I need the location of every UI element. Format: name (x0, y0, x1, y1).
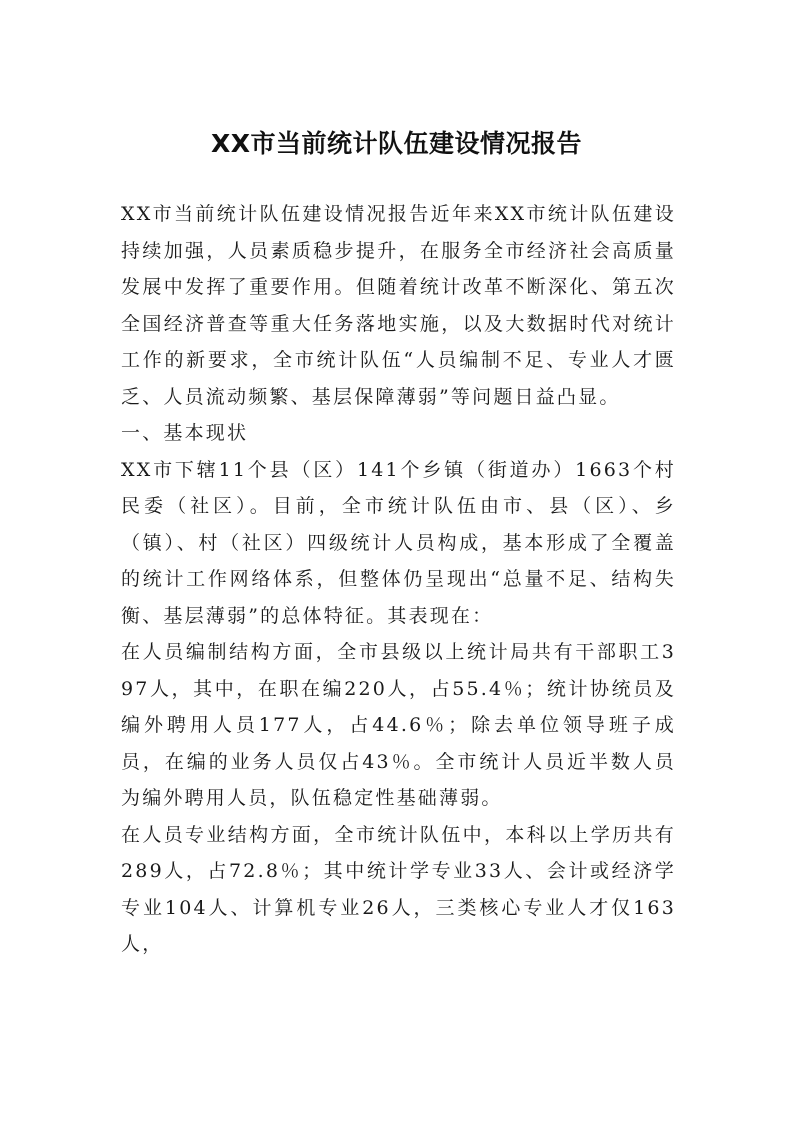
section-heading-basic-status: 一、基本现状 (121, 422, 249, 444)
document-body (121, 196, 676, 963)
document-title: XX市当前统计队伍建设情况报告 (210, 129, 583, 158)
paragraph-professional-structure: 在人员专业结构方面，全市统计队伍中，本科以上学历共有289人，占72.8％；其中统计学专业33人、会计或经济学专业104人、计算机专业26人，三类核心专业人才仅163人， (121, 823, 676, 955)
paragraph-intro: XX市当前统计队伍建设情况报告近年来XX市统计队伍建设持续加强，人员素质稳步提升，在服务全市经济社会高质量发展中发挥了重要作用。但随着统计改革不断深化、第五次全国经济普查等重大任务落地实施，以及大数据时代对统计工作的新要求，全市统计队伍“人员编制不足、专业人才匮乏、人员流动频繁、基层保障薄弱”等问题日益凸显。 (121, 203, 676, 408)
paragraph-staffing-structure: 在人员编制结构方面，全市县级以上统计局共有干部职工397人，其中，在职在编220人，占55.4％；统计协统员及编外聘用人员177人，占44.6％；除去单位领导班子成员，在编的业务人员仅占43％。全市统计人员近半数人员为编外聘用人员，队伍稳定性基础薄弱。 (121, 641, 676, 809)
paragraph-overview: XX市下辖11个县（区）141个乡镇（街道办）1663个村民委（社区）。目前，全市统计队伍由市、县（区）、乡（镇）、村（社区）四级统计人员构成，基本形成了全覆盖的统计工作网络体系，但整体仍呈现出“总量不足、结构失衡、基层薄弱”的总体特征。其表现在： (121, 458, 676, 627)
